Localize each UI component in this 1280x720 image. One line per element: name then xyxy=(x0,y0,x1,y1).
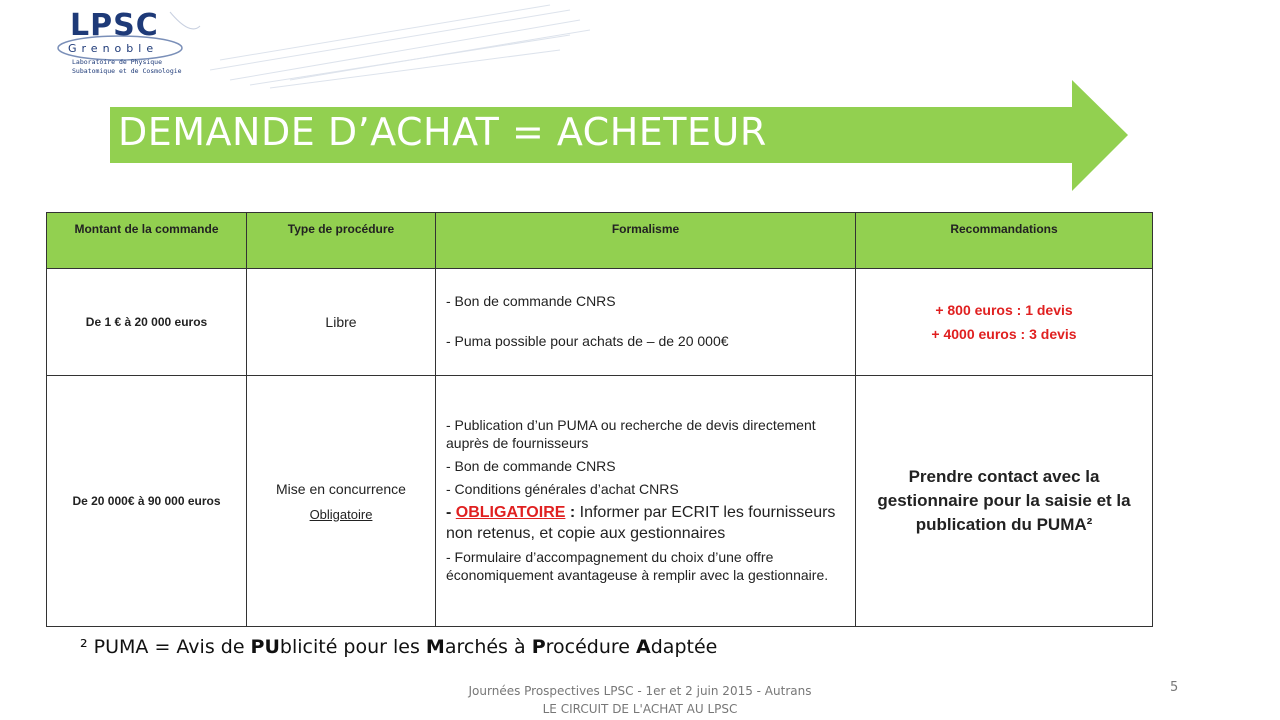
table-row xyxy=(47,376,1153,627)
footnote xyxy=(80,636,717,658)
row2-formalism-item xyxy=(446,503,845,544)
footer-line-2: LE CIRCUIT DE L'ACHAT AU LPSC xyxy=(542,702,738,716)
row1-reco-item: + 4000 euros : 3 devis xyxy=(931,326,1077,342)
row2-formalism-item: - Formulaire d’accompagnement du choix d’une offre économiquement avantageuse à remplir avec la gestionnaire. xyxy=(446,549,829,584)
row1-formalism-item: - Puma possible pour achats de – de 20 000€ xyxy=(446,333,729,349)
header-procedure-type: Type de procédure xyxy=(247,213,436,269)
footnote-part: daptée xyxy=(650,636,718,658)
row1-type: Libre xyxy=(247,269,436,376)
banner-title: DEMANDE D’ACHAT = ACHETEUR xyxy=(118,110,767,154)
row1-amount: De 1 € à 20 000 euros xyxy=(47,269,247,376)
row1-formalism xyxy=(436,269,856,376)
footnote-part: archés à xyxy=(444,636,532,658)
row2-amount: De 20 000€ à 90 000 euros xyxy=(47,376,247,627)
footnote-part: blicité pour les xyxy=(279,636,426,658)
footnote-acronym-letters: M xyxy=(425,636,445,658)
row2-item4-text: Informer par ECRIT les fournisseurs non retenus, et copie aux gestionnaires xyxy=(446,504,836,542)
footnote-acronym-letters: A xyxy=(636,636,651,658)
procedure-table xyxy=(46,212,1153,627)
row1-reco-item: + 800 euros : 1 devis xyxy=(935,302,1073,318)
footnote-part: ² PUMA = Avis de xyxy=(80,636,251,658)
row1-recommendations xyxy=(856,269,1153,376)
header-recommendations: Recommandations xyxy=(856,213,1153,269)
logo-line-1: Laboratoire de Physique xyxy=(72,58,163,66)
footnote-acronym-letters: P xyxy=(531,636,546,658)
logo-city: Grenoble xyxy=(68,42,159,55)
arrow-banner-icon xyxy=(0,0,1280,200)
row2-formalism-item: - Bon de commande CNRS xyxy=(446,457,616,474)
table-header-row xyxy=(47,213,1153,269)
row2-item4-keyword: OBLIGATOIRE xyxy=(455,504,566,522)
row2-item4-dash: - xyxy=(446,504,456,522)
row2-item4-colon: : xyxy=(565,504,580,522)
footer-line-1: Journées Prospectives LPSC - 1er et 2 juin 2015 - Autrans xyxy=(468,684,812,698)
table-row xyxy=(47,269,1153,376)
row1-formalism-item: - Bon de commande CNRS xyxy=(446,293,616,310)
row2-formalism xyxy=(436,376,856,627)
row2-formalism-item: - Conditions générales d’achat CNRS xyxy=(446,480,679,497)
row2-recommendation: Prendre contact avec la gestionnaire pour la saisie et la publication du PUMA² xyxy=(856,376,1153,627)
row2-formalism-item: - Publication d’un PUMA ou recherche de devis directement auprès de fournisseurs xyxy=(446,416,816,451)
row2-type-sub: Obligatoire xyxy=(309,506,373,522)
header-formalism: Formalisme xyxy=(436,213,856,269)
footnote-acronym-letters: PU xyxy=(250,636,280,658)
footnote-part: rocédure xyxy=(545,636,637,658)
row2-type xyxy=(247,376,436,627)
page-number: 5 xyxy=(1170,680,1179,695)
logo-line-2: Subatomique et de Cosmologie xyxy=(72,67,182,75)
header-amount: Montant de la commande xyxy=(47,213,247,269)
row2-type-label: Mise en concurrence xyxy=(276,480,406,497)
logo-title: LPSC xyxy=(70,8,159,43)
